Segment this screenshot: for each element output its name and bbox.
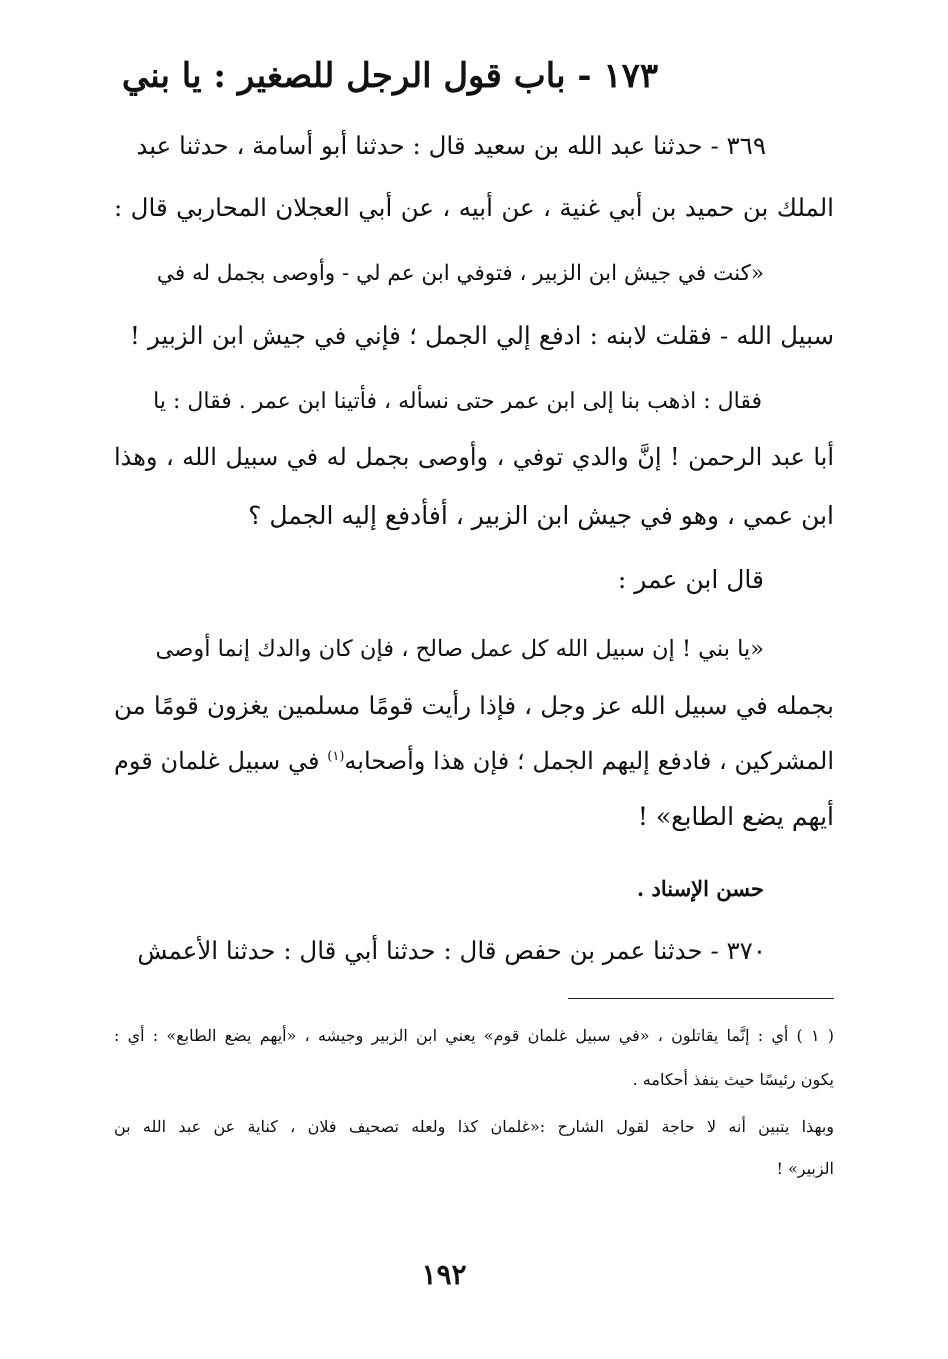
footnote-separator bbox=[568, 998, 834, 999]
hadith-369-line-3: «كنت في جيش ابن الزبير ، فتوفي ابن عم لي - وأوصى بجمل له في bbox=[156, 261, 764, 286]
hadith-369-line-11 bbox=[114, 748, 834, 774]
footnote-line-3: وبهذا يتبين أنه لا حاجة لقول الشارح :«غلمان كذا ولعله تصحيف فلان ، كناية عن عبد الله بن bbox=[114, 1117, 835, 1136]
line-11-text-start: المشركين ، فادفع إليهم الجمل ؛ فإن هذا وأصحابه bbox=[344, 747, 834, 775]
footnote-line-1: ( ١ ) أي : إنَّما يقاتلون ، «في سبيل غلمان قوم» يعني ابن الزبير وجيشه ، «أيهم يضع الطابع» : أي : bbox=[114, 1026, 834, 1045]
chapter-title: ١٧٣ - باب قول الرجل للصغير : يا بني bbox=[121, 56, 659, 96]
hadith-369-line-5: فقال : اذهب بنا إلى ابن عمر حتى نسأله ، فأتينا ابن عمر . فقال : يا bbox=[153, 389, 762, 414]
footnote-line-4: الزبير» ! bbox=[776, 1159, 834, 1178]
line-11-text-end: في سبيل غلمان قوم bbox=[114, 747, 328, 775]
hadith-369-line-12: أيهم يضع الطابع» ! bbox=[637, 802, 834, 831]
hadith-369-line-4: سبيل الله - فقلت لابنه : ادفع إلي الجمل ؛ فإني في جيش ابن الزبير ! bbox=[130, 321, 834, 350]
footnote-ref: (١) bbox=[327, 749, 345, 764]
hadith-369-line-7: ابن عمي ، وهو في جيش ابن الزبير ، أفأدفع إليه الجمل ؟ bbox=[248, 501, 834, 530]
footnote-line-2: يكون رئيسًا حيث ينفذ أحكامه . bbox=[632, 1070, 834, 1089]
hadith-369-line-9: «يا بني ! إن سبيل الله كل عمل صالح ، فإن كان والدك إنما أوصى bbox=[155, 636, 764, 662]
hadith-369-line-2: الملك بن حميد بن أبي غنية ، عن أبيه ، عن أبي العجلان المحاربي قال : bbox=[114, 193, 834, 222]
hadith-369-line-6: أبا عبد الرحمن ! إنَّ والدي توفي ، وأوصى بجمل له في سبيل الله ، وهذا bbox=[114, 443, 834, 471]
page-number: ١٩٢ bbox=[421, 1258, 467, 1291]
hadith-grade: حسن الإسناد . bbox=[636, 876, 764, 901]
hadith-370-line-1: ٣٧٠ - حدثنا عمر بن حفص قال : حدثنا أبي قال : حدثنا الأعمش bbox=[137, 936, 766, 965]
hadith-369-line-10: بجمله في سبيل الله عز وجل ، فإذا رأيت قومًا مسلمين يغزون قومًا من bbox=[114, 691, 834, 720]
hadith-369-line-8: قال ابن عمر : bbox=[617, 565, 764, 594]
hadith-369-line-1: ٣٦٩ - حدثنا عبد الله بن سعيد قال : حدثنا أبو أسامة ، حدثنا عبد bbox=[136, 131, 766, 160]
